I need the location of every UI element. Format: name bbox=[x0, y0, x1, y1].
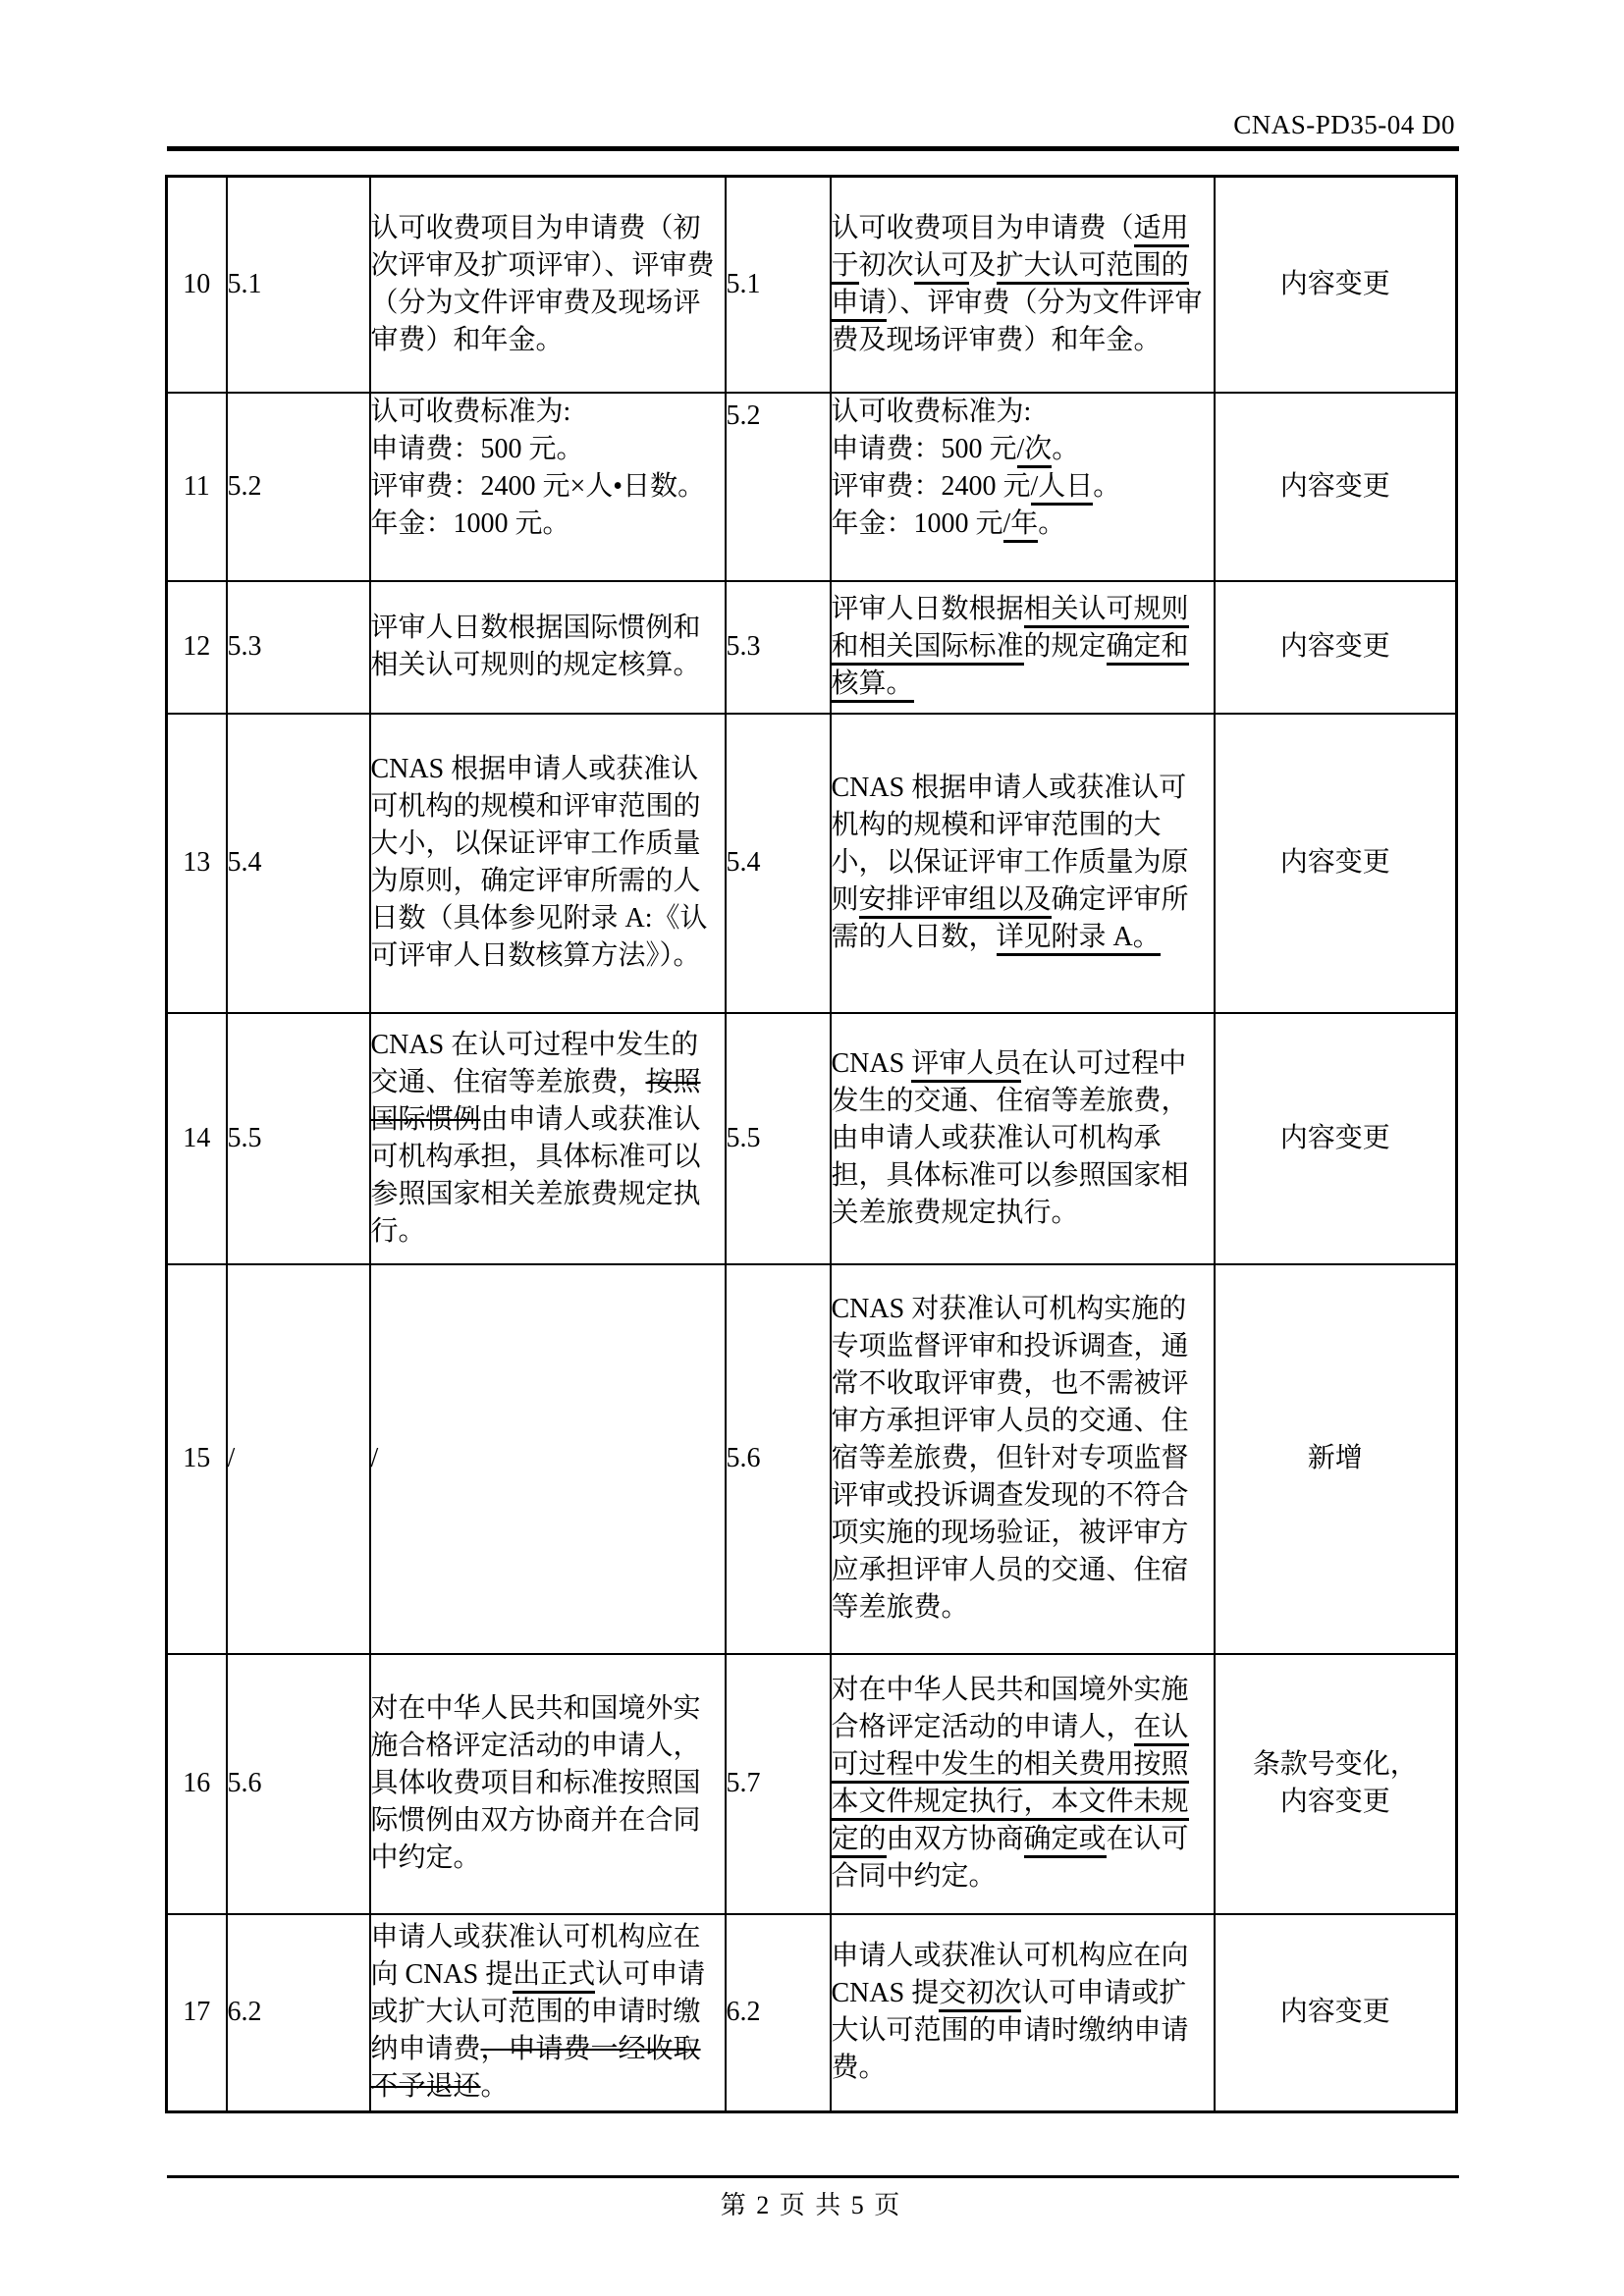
text-segment: 年金：1000 元。 bbox=[370, 507, 570, 539]
change-type-cell bbox=[1215, 177, 1457, 393]
footer-rule bbox=[167, 2175, 1459, 2178]
table-row bbox=[167, 1654, 1457, 1914]
inserted-text: 认可 bbox=[914, 250, 969, 285]
text-segment: 申请人或获准认可机构应在向 CNAS 提 bbox=[370, 1922, 701, 1991]
old-clause-cell: 5.2 bbox=[227, 393, 370, 581]
page-number: 第 2 页 共 5 页 bbox=[720, 2191, 902, 2219]
old-text-cell bbox=[370, 714, 726, 1013]
change-type-text: 内容变更 bbox=[1279, 268, 1390, 299]
table-row bbox=[167, 1013, 1457, 1264]
text-segment: 初次 bbox=[858, 249, 914, 281]
deleted-text: 按照国际惯例 bbox=[370, 1066, 701, 1135]
new-clause-cell: 5.3 bbox=[726, 581, 831, 714]
text-segment: 认可收费项目为申请费（ bbox=[831, 212, 1134, 243]
old-clause-cell: 5.3 bbox=[227, 581, 370, 714]
text-segment: CNAS 根据申请人或获准认可机构的规模和评审范围的大小，以保证评审工作质量为原则 bbox=[831, 773, 1189, 915]
text-segment: 评审费：2400 元×人•日数。 bbox=[370, 470, 706, 502]
change-type-cell bbox=[1215, 1914, 1457, 2112]
change-type-cell bbox=[1215, 1013, 1457, 1264]
change-type-text: 内容变更 bbox=[1279, 847, 1390, 878]
old-text-cell bbox=[370, 393, 726, 581]
text-segment: 对在中华人民共和国境外实施合格评定活动的申请人， bbox=[831, 1675, 1189, 1742]
old-clause-cell: 5.6 bbox=[227, 1654, 370, 1914]
old-clause-cell: 5.4 bbox=[227, 714, 370, 1013]
new-text-cell bbox=[831, 393, 1215, 581]
text-segment: 在认可过程中发生的交通、住宿等差旅费，由申请人或获准认可机构承担，具体标准可以参照国家相关差旅费规定执行。 bbox=[831, 1047, 1189, 1228]
table-row bbox=[167, 177, 1457, 393]
table-row bbox=[167, 1914, 1457, 2112]
header-rule bbox=[167, 146, 1459, 151]
old-text-cell bbox=[370, 1013, 726, 1264]
text-segment: CNAS 在认可过程中发生的交通、住宿等差旅费， bbox=[370, 1029, 699, 1097]
inserted-text: 详见附录 A。 bbox=[997, 922, 1161, 956]
text-segment: 。 bbox=[480, 2071, 509, 2103]
change-type-cell bbox=[1215, 393, 1457, 581]
change-type-text: 内容变更 bbox=[1279, 1787, 1390, 1817]
document-code: CNAS-PD35-04 D0 bbox=[1233, 110, 1455, 139]
change-type-text: 内容变更 bbox=[1279, 1997, 1390, 2028]
new-text-cell bbox=[831, 1654, 1215, 1914]
text-segment: CNAS 对获准认可机构实施的专项监督评审和投诉调查，通常不收取评审费，也不需被评审方承担评审人员的交通、住宿等差旅费，但针对专项监督评审或投诉调查发现的不符合项实施的现场验证，被评审方应承担评审人员的交通、住宿等差旅费。 bbox=[831, 1294, 1189, 1623]
change-type-cell bbox=[1215, 714, 1457, 1013]
text-segment: 评审费：2400 元 bbox=[831, 470, 1031, 502]
new-clause-cell: 5.2 bbox=[726, 393, 831, 581]
text-segment: 评审人日数根据国际惯例和相关认可规则的规定核算。 bbox=[370, 613, 701, 680]
text-segment: 认可申请或扩大认可范围的申请时缴纳申请费。 bbox=[831, 1978, 1189, 2084]
new-clause-cell: 5.1 bbox=[726, 177, 831, 393]
old-text-cell bbox=[370, 1654, 726, 1914]
inserted-text: 评审人员 bbox=[911, 1048, 1021, 1083]
table-row bbox=[167, 1264, 1457, 1654]
old-text-cell bbox=[370, 1264, 726, 1654]
table-row bbox=[167, 581, 1457, 714]
inserted-text: 安排评审组以及 bbox=[859, 884, 1052, 919]
text-segment: CNAS 根据申请人或获准认可机构的规模和评审范围的大小，以保证评审工作质量为原则，确定评审所需的人日数（具体参见附录 A:《认可评审人日数核算方法》）。 bbox=[370, 754, 708, 971]
old-clause-cell: / bbox=[227, 1264, 370, 1654]
change-table-body bbox=[167, 177, 1457, 2112]
new-clause-cell: 5.5 bbox=[726, 1013, 831, 1264]
inserted-text: 相关认可规则和相关国际标准 bbox=[832, 594, 1189, 666]
change-type-text: 内容变更 bbox=[1279, 631, 1390, 662]
text-segment: 申请费：500 元 bbox=[831, 433, 1017, 464]
text-segment: 。 bbox=[1093, 470, 1121, 502]
row-number-cell: 12 bbox=[167, 581, 227, 714]
text-segment: 认可收费标准为: bbox=[831, 396, 1032, 427]
text-segment: 。 bbox=[1052, 433, 1080, 464]
inserted-text: 交初次 bbox=[939, 1978, 1021, 2012]
new-clause-cell: 6.2 bbox=[726, 1914, 831, 2112]
old-clause-cell: 5.1 bbox=[227, 177, 370, 393]
new-text-cell bbox=[831, 714, 1215, 1013]
inserted-text: /人日 bbox=[1031, 471, 1094, 506]
inserted-text: 出正式 bbox=[513, 1959, 595, 1994]
old-clause-cell: 5.5 bbox=[227, 1013, 370, 1264]
text-segment: 确定评审所需的人日数， bbox=[831, 884, 1189, 952]
inserted-text: /次 bbox=[1017, 434, 1053, 468]
text-segment: 年金：1000 元 bbox=[831, 507, 1003, 539]
table-row bbox=[167, 393, 1457, 581]
text-segment: 。 bbox=[1038, 507, 1066, 539]
change-type-text: 条款号变化， bbox=[1252, 1749, 1418, 1780]
change-type-cell bbox=[1215, 1264, 1457, 1654]
table-row bbox=[167, 714, 1457, 1013]
new-text-cell bbox=[831, 1264, 1215, 1654]
text-segment: CNAS bbox=[831, 1047, 912, 1079]
new-clause-cell: 5.7 bbox=[726, 1654, 831, 1914]
new-text-cell bbox=[831, 1914, 1215, 2112]
inserted-text: /年 bbox=[1003, 508, 1039, 543]
text-segment: 认可收费项目为申请费（初次评审及扩项评审）、评审费（分为文件评审费及现场评审费）和年金。 bbox=[370, 212, 715, 355]
change-type-text: 内容变更 bbox=[1279, 1122, 1390, 1153]
row-number-cell: 13 bbox=[167, 714, 227, 1013]
new-text-cell bbox=[831, 1013, 1215, 1264]
new-clause-cell: 5.6 bbox=[726, 1264, 831, 1654]
inserted-text: 适用于 bbox=[832, 213, 1189, 285]
inserted-text: 确定或 bbox=[1024, 1824, 1107, 1858]
text-segment: 申请人或获准认可机构应在向 CNAS 提 bbox=[831, 1941, 1189, 2009]
change-type-text: 内容变更 bbox=[1279, 470, 1390, 502]
text-segment: 由双方协商 bbox=[886, 1824, 1024, 1854]
revision-comparison-table bbox=[165, 175, 1458, 2113]
inserted-text: 在认可过程中发生的相关费用按照本文件规定执行，本文件未规定的 bbox=[832, 1712, 1189, 1858]
new-text-cell bbox=[831, 177, 1215, 393]
old-text-cell bbox=[370, 1914, 726, 2112]
row-number-cell: 10 bbox=[167, 177, 227, 393]
row-number-cell: 17 bbox=[167, 1914, 227, 2112]
old-text-cell bbox=[370, 177, 726, 393]
row-number-cell: 11 bbox=[167, 393, 227, 581]
text-segment: 申请费：500 元。 bbox=[370, 433, 584, 464]
text-segment: / bbox=[370, 1443, 379, 1473]
row-number-cell: 14 bbox=[167, 1013, 227, 1264]
text-segment: 对在中华人民共和国境外实施合格评定活动的申请人，具体收费项目和标准按照国际惯例由双方协商并在合同中约定。 bbox=[370, 1693, 701, 1873]
new-text-cell bbox=[831, 581, 1215, 714]
text-segment: ）、评审费（分为文件评审费及现场评审费）和年金。 bbox=[831, 287, 1203, 355]
deleted-text: ，申请费一经收取不予退还 bbox=[370, 2034, 701, 2103]
old-text-cell bbox=[370, 581, 726, 714]
text-segment: 认可收费标准为: bbox=[370, 396, 571, 427]
new-clause-cell: 5.4 bbox=[726, 714, 831, 1013]
inserted-text: 扩大认可范围的申请 bbox=[832, 250, 1189, 322]
text-segment: 认可申请或扩大认可范围的申请时缴纳申请费 bbox=[370, 1959, 706, 2065]
text-segment: 及 bbox=[968, 249, 997, 281]
change-type-cell bbox=[1215, 581, 1457, 714]
old-clause-cell: 6.2 bbox=[227, 1914, 370, 2112]
text-segment: 由申请人或获准认可机构承担，具体标准可以参照国家相关差旅费规定执行。 bbox=[370, 1103, 701, 1247]
change-type-cell bbox=[1215, 1654, 1457, 1914]
change-type-text: 新增 bbox=[1307, 1443, 1363, 1473]
inserted-text: 确定和核算。 bbox=[832, 631, 1189, 703]
text-segment: 在认可合同中约定。 bbox=[831, 1824, 1189, 1892]
text-segment: 的规定 bbox=[1023, 631, 1107, 662]
row-number-cell: 15 bbox=[167, 1264, 227, 1654]
text-segment: 评审人日数根据 bbox=[831, 594, 1024, 624]
row-number-cell: 16 bbox=[167, 1654, 227, 1914]
